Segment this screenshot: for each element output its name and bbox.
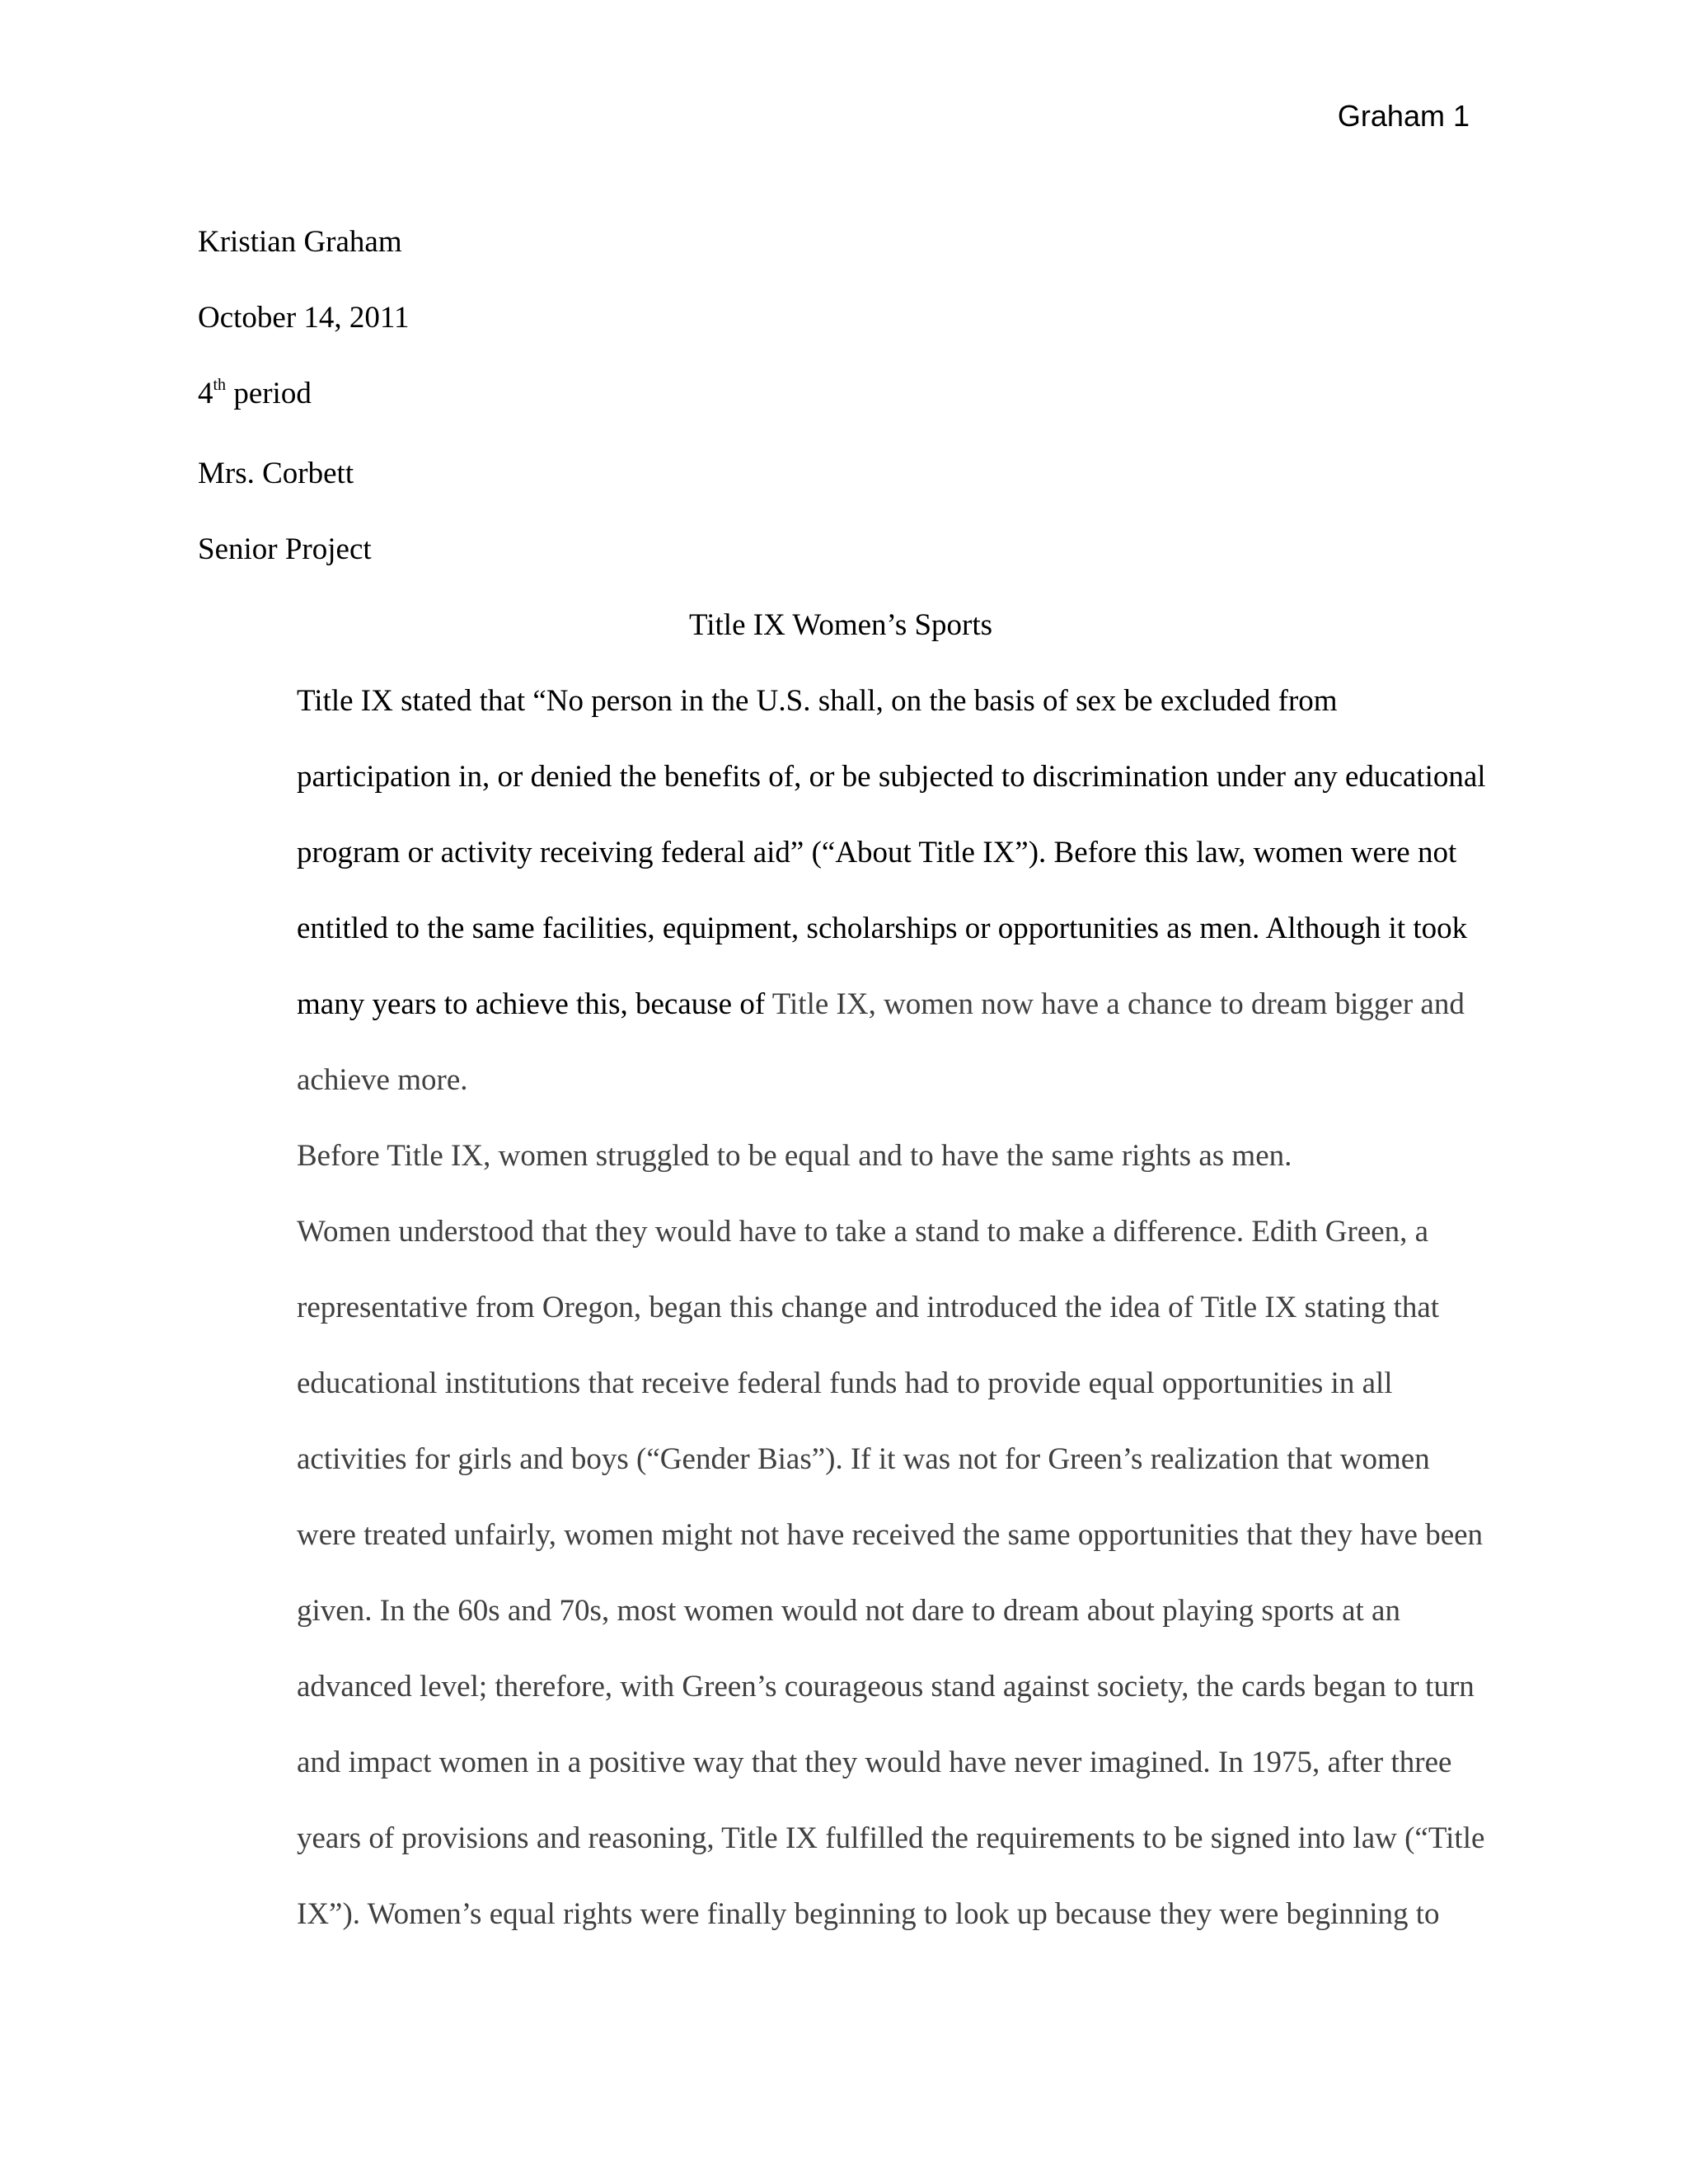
line-segment-gray: Title IX, women now have a chance to dream bigger and [771,987,1465,1021]
class-period [198,356,1484,436]
paragraph-2 [198,1118,1484,1952]
paragraph-line: advanced level; therefore, with Green’s courageous stand against society, the cards began to turn [297,1670,1475,1704]
paragraph-line: achieve more. [297,1063,468,1097]
period-word: period [226,377,312,410]
paragraph-line: and impact women in a positive way that they would have never imagined. In 1975, after three [297,1746,1452,1779]
period-number: 4 [198,377,213,410]
paragraph-line: Title IX stated that “No person in the U.S. shall, on the basis of sex be excluded from [297,684,1338,718]
paragraph-line: were treated unfairly, women might not have received the same opportunities that they have been [297,1518,1484,1552]
paragraph-line: participation in, or denied the benefits of, or be subjected to discrimination under any educational [297,760,1486,794]
essay-title: Title IX Women’s Sports [688,608,993,642]
line-segment-dark: many years to achieve this, because of [297,987,772,1021]
running-header: Graham 1 [1337,99,1470,133]
paragraph-line: Before Title IX, women struggled to be equal and to have the same rights as men. [297,1139,1292,1173]
paragraph-line: representative from Oregon, began this change and introduced the idea of Title IX stating that [297,1291,1440,1324]
paragraph-line: given. In the 60s and 70s, most women would not dare to dream about playing sports at an [297,1594,1400,1628]
paragraph-line: Women understood that they would have to take a stand to make a difference. Edith Green, a [297,1215,1429,1249]
document-body [198,204,1484,1952]
paragraph-line: years of provisions and reasoning, Title IX fulfilled the requirements to be signed into law (“Title [297,1821,1485,1855]
paragraph-line: educational institutions that receive federal funds had to provide equal opportunities in all [297,1366,1393,1400]
course-name: Senior Project [198,532,372,566]
document-date: October 14, 2011 [198,301,410,335]
paragraph-line [198,967,1484,1043]
paragraph-line: program or activity receiving federal aid” (“About Title IX”). Before this law, women were not [297,836,1457,869]
paragraph-line: activities for girls and boys (“Gender Bias”). If it was not for Green’s realization that women [297,1442,1430,1476]
period-suffix: th [213,376,227,394]
teacher-name: Mrs. Corbett [198,457,354,490]
paragraph-1 [198,663,1484,1118]
paragraph-line: entitled to the same facilities, equipment, scholarships or opportunities as men. Although it took [297,912,1468,945]
paragraph-line: IX”). Women’s equal rights were finally beginning to look up because they were beginning to [297,1897,1440,1931]
author-name: Kristian Graham [198,225,402,259]
